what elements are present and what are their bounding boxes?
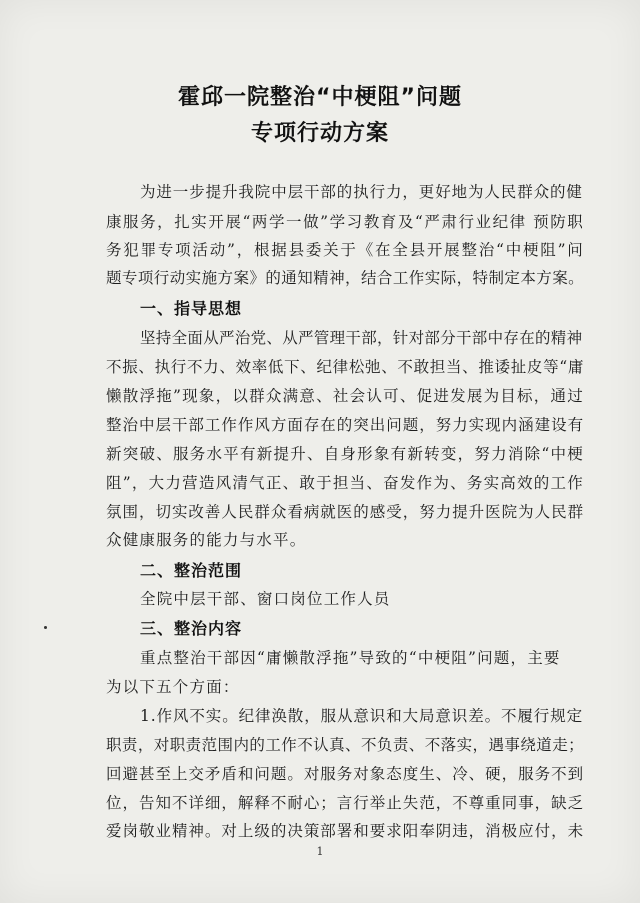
section-heading-scope: 二、整治范围 [140, 561, 243, 580]
body-line: 1.作风不实。纪律涣散，服从意识和大局意识差。不履行规定 [140, 707, 583, 725]
document-title-line-2: 专项行动方案 [250, 121, 389, 146]
scan-speck [44, 626, 47, 629]
body-line: 爱岗敬业精神。对上级的决策部署和要求阳奉阴违，消极应付，未 [106, 822, 584, 840]
document-title-line-1: 霍邱一院整治“中梗阻”问题 [178, 85, 462, 110]
body-line: 重点整治干部因“庸懒散浮拖”导致的“中梗阻”问题，主要 [140, 649, 561, 667]
intro-line: 为进一步提升我院中层干部的执行力，更好地为人民群众的健 [140, 183, 583, 201]
intro-line: 务犯罪专项活动”，根据县委关于《在全县开展整治“中梗阻”问 [106, 241, 584, 259]
body-line: 坚持全面从严治党、从严管理干部，针对部分干部中存在的精神 [140, 329, 583, 347]
section-heading-guiding-ideology: 一、指导思想 [140, 299, 243, 318]
body-line: 为以下五个方面： [106, 678, 240, 696]
body-line: 全院中层干部、窗口岗位工作人员 [140, 590, 391, 608]
intro-line: 题专项行动实施方案》的通知精神，结合工作实际，特制定本方案。 [106, 269, 584, 287]
page-number: 1 [316, 845, 324, 858]
body-line: 回避甚至上交矛盾和问题。对服务对象态度生、冷、硬，服务不到 [106, 765, 584, 783]
body-line: 懒散浮拖”现象，以群众满意、社会认可、促进发展为目标，通过 [106, 387, 584, 405]
body-line: 位，告知不详细，解释不耐心；言行举止失范，不尊重同事，缺乏 [106, 794, 584, 812]
body-line: 新突破、服务水平有新提升、自身形象有新转变，努力消除“中梗 [106, 445, 584, 463]
body-line: 不振、执行不力、效率低下、纪律松弛、不敢担当、推诿扯皮等“庸 [106, 358, 584, 376]
body-line: 氛围，切实改善人民群众看病就医的感受，努力提升医院为人民群 [106, 503, 584, 521]
body-line: 众健康服务的能力与水平。 [106, 531, 307, 549]
section-heading-content: 三、整治内容 [140, 619, 243, 638]
body-line: 整治中层干部工作作风方面存在的突出问题，努力实现内涵建设有 [106, 416, 584, 434]
intro-line: 康服务，扎实开展“两学一做”学习教育及“严肃行业纪律 预防职 [106, 213, 584, 231]
body-line: 阻”，大力营造风清气正、敢于担当、奋发作为、务实高效的工作 [106, 474, 584, 492]
body-line: 职责，对职责范围内的工作不认真、不负责、不落实，遇事绕道走； [106, 736, 584, 754]
